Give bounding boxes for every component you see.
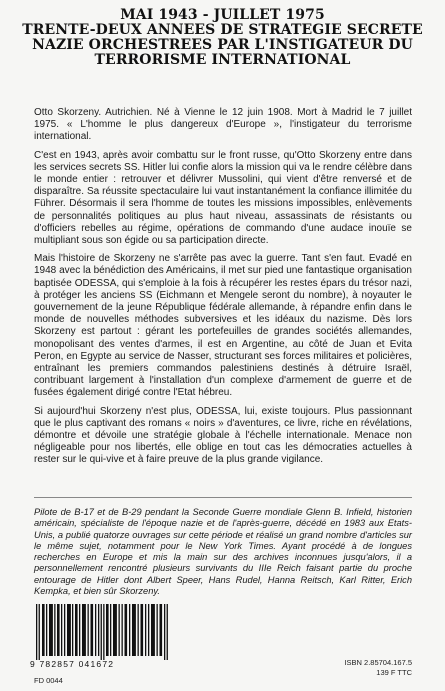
headline-line-1: MAI 1943 - JUILLET 1975 (120, 7, 325, 23)
paragraph-2: C'est en 1943, après avoir combattu sur le front russe, qu'Otto Skorzeny entre dans les services secrets SS. Hitler lui confie alors la mission qui va le rendre célèbre dans le monde entier : retrouver et délivrer Mussolini, qui vient d'être renversé et de disparaître. Sa réussite spectaculaire lui vaut instantanément la confiance illimitée du Führer. Désormais il sera l'homme de toutes les missions impossibles, enlèvements de personnalités politiques au plus haut niveau, assassinats de résistants ou d'officiers rebelles au régime, opérations de commando d'une audace inouïe se multipliant sous son égide ou sa participation directe. (34, 149, 412, 247)
headline (20, 8, 425, 68)
paragraph-1: Otto Skorzeny. Autrichien. Né à Vienne le 12 juin 1908. Mort à Madrid le 7 juillet 1975. « L'homme le plus dangereux d'Europe », l'instigateur du terrorisme international. (34, 107, 412, 143)
paragraph-3: Mais l'histoire de Skorzeny ne s'arrête pas avec la guerre. Tant s'en faut. Evadé en 1948 avec la bénédiction des Américains, il met sur pied une fantastique organisation baptisée ODESSA, qui s'emploie à la fois à récupérer les restes épars du trésor nazi, à protéger les anciens SS (Eichmann et Mengele seront du nombre), à noyauter le gouvernement de la jeune République fédérale allemande, à répandre enfin dans le monde de nouvelles méthodes subversives et les idéaux du nazisme. Dès lors Skorzeny est partout : gérant les portefeuilles de grandes sociétés allemandes, monopolisant des ventes d'armes, il est en Argentine, au côté de Juan et Evita Peron, en Egypte au service de Nasser, structurant ses forces militaires et policières, entraînant les premiers commandos palestiniens destinés à détruire Israël, contribuant largement à l'installation d'un complexe d'armement de guerre et de fusées également dirigé contre l'Etat hébreu. (34, 253, 412, 399)
barcode (34, 604, 174, 660)
barcode-number: 9 782857 041672 (30, 659, 115, 669)
catalog-code: FD 0044 (34, 676, 63, 685)
paragraph-4: Si aujourd'hui Skorzeny n'est plus, ODESSA, lui, existe toujours. Plus passionnant que le plus captivant des romans « noirs » d'aventures, ce livre, riche en révélations, démontre et dévoile une stratégie globale à l'échelle internationale. Menace non négligeable pour nos libertés, elle oblige en tout cas les démocraties actuelles à rester sur le qui-vive et à faire preuve de la plus grande vigilance. (34, 405, 412, 466)
isbn-block (344, 658, 412, 678)
isbn: ISBN 2.85704.167.5 (344, 658, 412, 667)
headline-line-4: TERRORISME INTERNATIONAL (94, 52, 351, 68)
blurb (34, 107, 412, 473)
author-bio: Pilote de B-17 et de B-29 pendant la Seconde Guerre mondiale Glenn B. Infield, historien américain, spécialiste de l'époque nazie et de l'après-guerre, décédé en 1983 aux Etats-Unis, a publié quatorze ouvrages sur cette période et réalisé un grand nombre d'articles sur le même sujet, notamment pour le New York Times. Ayant procédé à de longues recherches en Europe et mis la main sur des archives inconnues jusqu'alors, il a personnellement rencontré plusieurs survivants du IIIe Reich faisant partie du proche entourage de Hitler dont Albert Speer, Hans Rudel, Hanna Reitsch, Karl Ritter, Erich Kempka, et bien sûr Skorzeny. (34, 507, 412, 597)
price: 139 F TTC (376, 668, 412, 677)
divider (34, 497, 412, 498)
headline-line-2: TRENTE-DEUX ANNEES DE STRATEGIE SECRETE (22, 22, 423, 38)
headline-line-3: NAZIE ORCHESTREES PAR L'INSTIGATEUR DU (32, 37, 413, 53)
